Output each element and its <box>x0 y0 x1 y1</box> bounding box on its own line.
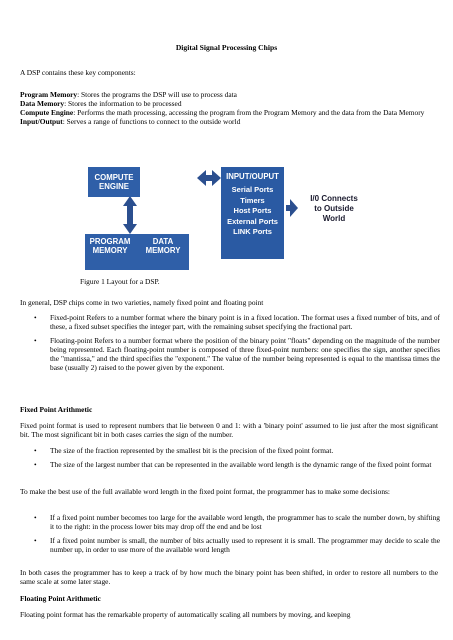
varieties-intro: In general, DSP chips come in two varieties, namely fixed point and floating point <box>20 298 264 307</box>
compute-engine-block: COMPUTE ENGINE <box>88 167 140 197</box>
io-item-external-ports: External Ports <box>227 216 278 226</box>
varieties-list <box>20 313 440 378</box>
component-data-memory: Data Memory: Stores the information to be processed <box>20 99 182 109</box>
horizontal-double-arrow <box>197 170 221 186</box>
data-memory-label: DATA MEMORY <box>145 237 181 255</box>
decisions-list <box>20 513 440 559</box>
fixed-point-heading: Fixed Point Arithmetic <box>20 405 93 414</box>
list-item: • The size of the fraction represented by the smallest bit is the precision of the fixed point format. <box>34 446 334 455</box>
io-item-host-ports: Host Ports <box>233 206 272 215</box>
component-compute-engine: Compute Engine: Performs the math processing, accessing the program from the Program Memory and the data from the Data Memory <box>20 108 425 118</box>
component-program-memory: Program Memory: Stores the programs the DSP will use to process data <box>20 90 237 99</box>
fixed-point-list <box>20 446 440 474</box>
vertical-double-arrow <box>123 196 137 234</box>
floating-point-paragraph: Floating point format has the remarkable property of automatically scaling all numbers by moving, and keeping <box>20 610 351 619</box>
fixed-point-paragraph: Fixed point format is used to represent numbers that lie between 0 and 1: with a 'binary point' assumed to lie just after the most significant bit. The most significant bit in both cases carries the sign of the number. <box>20 421 438 440</box>
outside-world-label: I/0 Connects to Outside World <box>310 194 358 223</box>
component-input-output: Input/Output: Serves a range of functions to connect to the outside world <box>20 117 241 127</box>
list-item: • If a fixed point number is small, the number of bits actually used to represent it is small. The programmer may decide to scale the number up, in order to use more of the available word length <box>34 536 440 555</box>
floating-point-heading: Floating Point Arithmetic <box>20 594 101 603</box>
io-item-link-ports: LINK Ports <box>233 227 272 236</box>
io-item-serial-ports: Serial Ports <box>231 185 274 194</box>
document-title: Digital Signal Processing Chips <box>175 43 278 52</box>
io-to-world-arrow <box>286 199 298 217</box>
program-memory-label: PROGRAM MEMORY <box>89 237 131 255</box>
list-item: • If a fixed point number becomes too large for the available word length, the programmer has to scale the number down, by shifting it to the right: in the process lower bits may drop off the end and be lost <box>34 513 440 532</box>
input-output-block: INPUT/OUPUT Serial Ports Timers Host Ports External Ports LINK Ports <box>221 167 284 259</box>
track-paragraph: In both cases the programmer has to keep a track of by how much the binary point has been shifted, in order to restore all numbers to the same scale at some later stage. <box>20 568 438 587</box>
io-item-timers: Timers <box>240 195 265 205</box>
figure-caption: Figure 1 Layout for a DSP. <box>80 277 160 286</box>
list-item: • Floating-point Refers to a number format where the position of the binary point "floats" depending on the magnitude of the number being represented. Each floating-point number is composed of three fixed-point numbers: one specifies the sign, another specifies the "mantissa," and the third specifies the "exponent." The value of the number being represented is equal to the mantissa times the base (usually 2) raised to the power given by the exponent. <box>34 336 440 373</box>
dsp-layout-diagram <box>80 164 390 272</box>
components-list <box>20 90 438 126</box>
intro-text: A DSP contains these key components: <box>20 68 136 77</box>
list-item: • The size of the largest number that can be represented in the available word length is the dynamic range of the fixed point format <box>34 460 432 470</box>
list-item: • Fixed-point Refers to a number format where the binary point is in a fixed location. The format uses a fixed number of bits, and of these, a fixed subset specifies the integer part, with the remaining subset specifying the fractional part. <box>34 313 440 332</box>
decisions-paragraph: To make the best use of the full available word length in the fixed point format, the programmer has to make some decisions: <box>20 487 390 496</box>
memory-block <box>85 234 189 270</box>
